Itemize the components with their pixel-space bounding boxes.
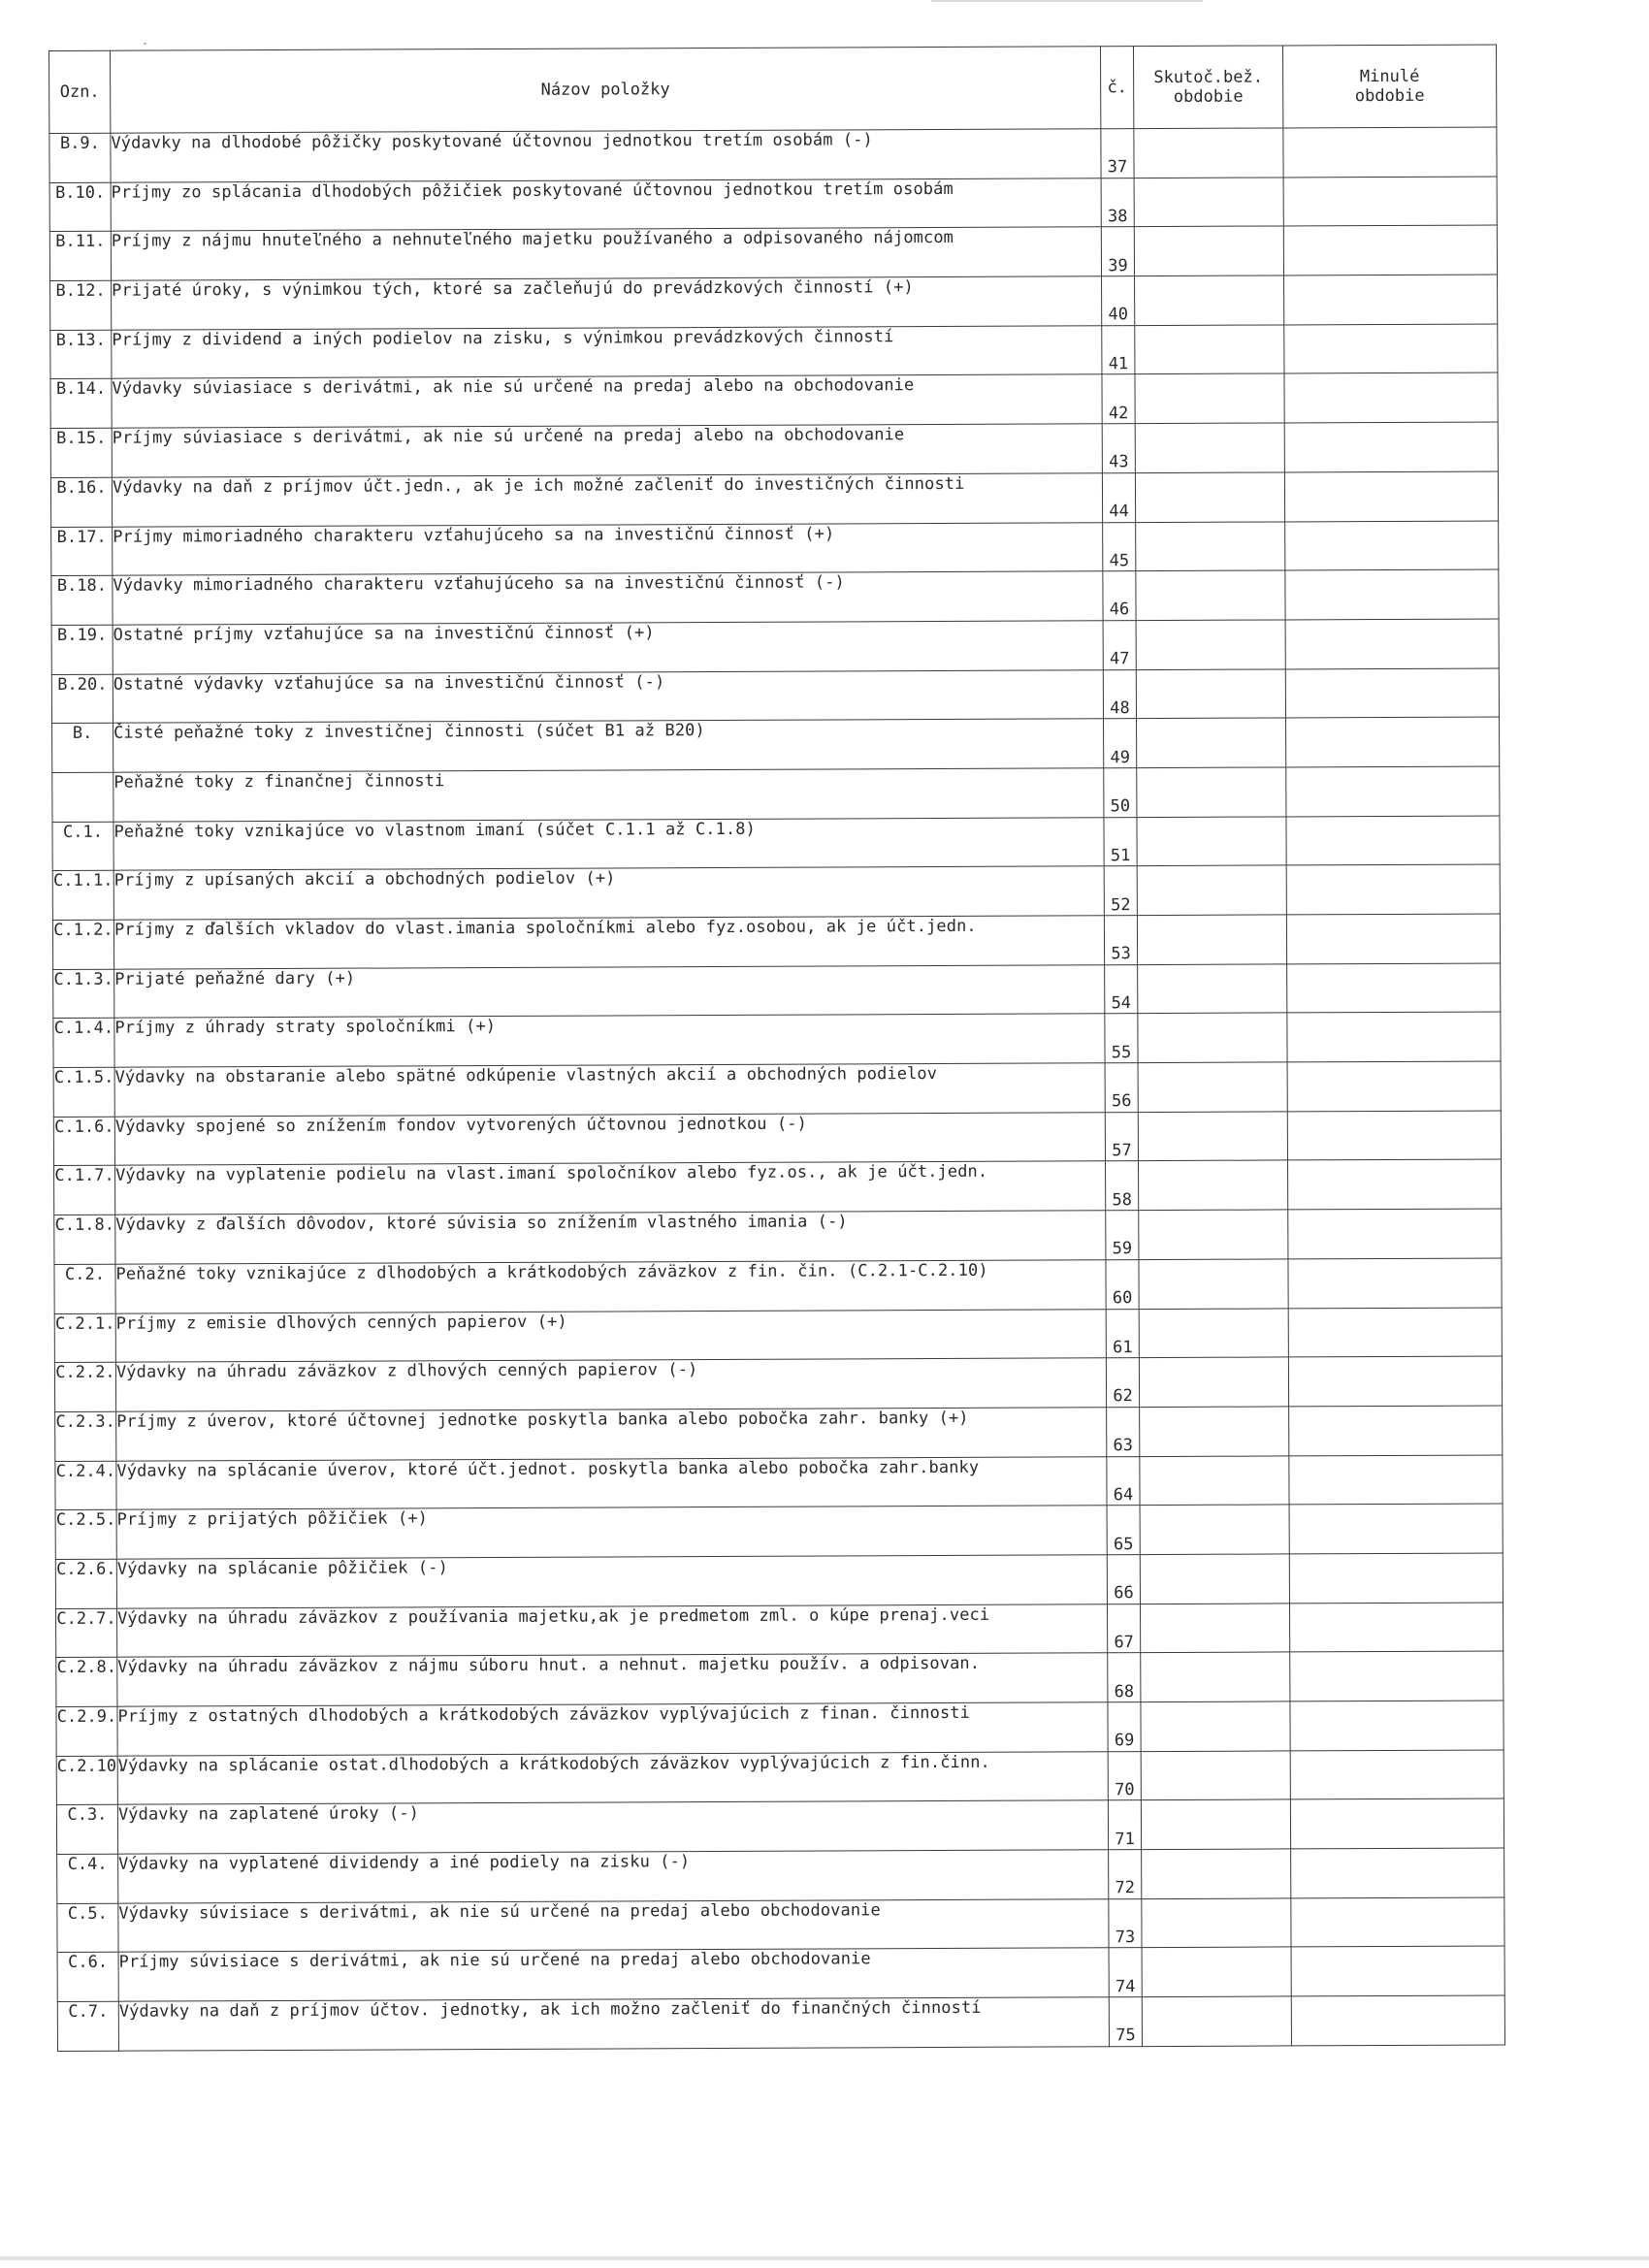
row-designation: B.13. xyxy=(50,330,112,379)
row-current-period-value[interactable] xyxy=(1138,1062,1287,1112)
row-number: 63 xyxy=(1107,1407,1140,1456)
row-number: 60 xyxy=(1106,1259,1139,1309)
table-row xyxy=(56,1651,1504,1706)
table-row xyxy=(50,324,1498,379)
row-number: 67 xyxy=(1107,1604,1140,1653)
row-designation: B.14. xyxy=(50,379,112,429)
row-previous-period-value[interactable] xyxy=(1284,324,1498,374)
row-item-name: Výdavky z ďalších dôvodov, ktoré súvisia so znížením vlastného imania (-) xyxy=(115,1211,1106,1264)
row-item-name: Príjmy z emisie dlhových cenných papierov (+) xyxy=(115,1309,1106,1362)
row-designation: C.2.2. xyxy=(54,1362,115,1411)
table-row xyxy=(55,1553,1503,1608)
row-number: 40 xyxy=(1102,276,1135,326)
row-current-period-value[interactable] xyxy=(1139,1259,1288,1309)
row-number: 50 xyxy=(1104,768,1137,818)
header-row-number xyxy=(1100,47,1133,129)
table-row xyxy=(52,717,1500,772)
row-current-period-value[interactable] xyxy=(1135,275,1284,325)
row-previous-period-value[interactable] xyxy=(1284,422,1498,472)
row-designation: C.2. xyxy=(54,1264,115,1313)
row-previous-period-value[interactable] xyxy=(1290,1701,1504,1751)
row-current-period-value[interactable] xyxy=(1134,178,1283,227)
table-row xyxy=(55,1504,1503,1559)
row-number: 53 xyxy=(1104,916,1137,965)
row-current-period-value[interactable] xyxy=(1134,226,1283,275)
row-item-name: Príjmy z úverov, ktoré účtovnej jednotke poskytla banka alebo pobočka zahr. banky (+) xyxy=(116,1408,1107,1461)
header-current-line1: Skutoč.bež. xyxy=(1153,67,1263,87)
row-item-name: Príjmy zo splácania dlhodobých pôžičiek poskytované účtovnou jednotkou tretím osobám xyxy=(111,178,1101,231)
row-designation: C.2.4. xyxy=(55,1461,116,1510)
row-designation: B.18. xyxy=(51,575,113,625)
row-item-name: Príjmy z nájmu hnuteľného a nehnuteľného majetku používaného a odpisovaného nájomcom xyxy=(111,227,1101,280)
row-item-name: Prijaté úroky, s výnimkou tých, ktoré sa začleňujú do prevádzkových činností (+) xyxy=(112,276,1102,330)
table-row xyxy=(51,619,1499,674)
table-row xyxy=(54,1307,1502,1362)
row-previous-period-value[interactable] xyxy=(1285,569,1499,620)
row-item-name: Výdavky na zaplatené úroky (-) xyxy=(117,1800,1108,1854)
row-number: 66 xyxy=(1107,1555,1140,1604)
row-previous-period-value[interactable] xyxy=(1283,177,1497,227)
row-number: 44 xyxy=(1102,472,1135,522)
row-current-period-value[interactable] xyxy=(1142,1996,1291,2046)
row-number: 54 xyxy=(1105,964,1138,1014)
row-current-period-value[interactable] xyxy=(1139,1160,1288,1210)
table-row xyxy=(50,275,1498,330)
row-current-period-value[interactable] xyxy=(1142,1947,1291,1996)
row-item-name: Ostatné príjmy vzťahujúce sa na investičnú činnosť (+) xyxy=(113,621,1103,674)
row-item-name: Výdavky na úhradu záväzkov z dlhových cenných papierov (-) xyxy=(115,1358,1106,1411)
row-number: 62 xyxy=(1106,1358,1139,1408)
row-number: 41 xyxy=(1102,325,1135,374)
table-row xyxy=(49,225,1497,280)
row-previous-period-value[interactable] xyxy=(1283,225,1497,275)
row-designation: B.10. xyxy=(49,182,111,232)
row-previous-period-value[interactable] xyxy=(1285,668,1499,719)
row-previous-period-value[interactable] xyxy=(1288,1209,1502,1259)
row-item-name: Výdavky na daň z príjmov účt.jedn., ak je ich možné začleniť do investičných činnosti xyxy=(112,473,1102,527)
row-item-name: Výdavky na vyplatené dividendy a iné podiely na zisku (-) xyxy=(118,1850,1109,1903)
row-previous-period-value[interactable] xyxy=(1284,373,1498,423)
row-current-period-value[interactable] xyxy=(1141,1751,1290,1800)
row-designation: C.2.5. xyxy=(55,1509,116,1559)
row-current-period-value[interactable] xyxy=(1138,964,1287,1014)
row-item-name: Výdavky na splácanie úverov, ktoré účt.jednot. poskytla banka alebo pobočka zahr.banky xyxy=(116,1456,1107,1509)
table-row xyxy=(52,864,1500,920)
table-row xyxy=(53,1111,1501,1166)
row-designation: C.4. xyxy=(57,1854,118,1903)
row-designation: B.16. xyxy=(50,477,112,527)
row-number: 55 xyxy=(1105,1014,1138,1063)
header-name-label: Názov položky xyxy=(540,80,670,100)
header-row-number-label: č. xyxy=(1107,77,1127,98)
row-number: 49 xyxy=(1104,719,1137,768)
row-current-period-value[interactable] xyxy=(1138,1112,1287,1161)
table-row xyxy=(56,1798,1504,1854)
row-designation: C.1.6. xyxy=(53,1117,114,1166)
table-row xyxy=(56,1603,1504,1658)
row-previous-period-value[interactable] xyxy=(1289,1553,1503,1604)
row-designation: C.2.10. xyxy=(56,1756,117,1805)
row-item-name: Ostatné výdavky vzťahujúce sa na investičnú činnosť (-) xyxy=(113,669,1103,723)
row-designation: B. xyxy=(52,723,113,772)
row-current-period-value[interactable] xyxy=(1135,325,1284,374)
table-row xyxy=(54,1209,1502,1264)
row-previous-period-value[interactable] xyxy=(1290,1798,1504,1849)
header-current-period xyxy=(1133,46,1282,129)
row-previous-period-value[interactable] xyxy=(1289,1603,1503,1653)
row-current-period-value[interactable] xyxy=(1141,1652,1290,1701)
row-item-name: Príjmy z dividend a iných podielov na zisku, s výnimkou prevádzkových činností xyxy=(112,326,1102,379)
cash-flow-table xyxy=(48,44,1505,2051)
row-designation: C.7. xyxy=(57,2001,118,2051)
scan-speck xyxy=(144,43,146,45)
row-current-period-value[interactable] xyxy=(1137,718,1286,767)
row-item-name: Peňažné toky vznikajúce vo vlastnom imaní (súčet C.1.1 až C.1.8) xyxy=(113,817,1104,870)
row-item-name: Výdavky na daň z príjmov účtov. jednotky, ak ich možno začleniť do finančných činností xyxy=(118,1997,1109,2051)
row-designation: C.1.4. xyxy=(53,1019,114,1068)
table-row xyxy=(54,1258,1502,1313)
row-number: 48 xyxy=(1103,669,1136,719)
header-previous-period xyxy=(1282,45,1496,128)
row-item-name: Príjmy z ostatných dlhodobých a krátkodobých záväzkov vyplývajúcich z finan. činnosti xyxy=(117,1702,1108,1756)
table-row xyxy=(49,127,1497,182)
row-previous-period-value[interactable] xyxy=(1286,816,1500,866)
row-previous-period-value[interactable] xyxy=(1290,1651,1504,1701)
row-number: 71 xyxy=(1108,1800,1141,1850)
row-current-period-value[interactable] xyxy=(1137,865,1286,915)
row-number: 65 xyxy=(1107,1506,1140,1555)
row-previous-period-value[interactable] xyxy=(1286,766,1500,817)
row-current-period-value[interactable] xyxy=(1135,423,1284,472)
row-previous-period-value[interactable] xyxy=(1287,1012,1501,1062)
table-row xyxy=(57,1848,1504,1903)
row-current-period-value[interactable] xyxy=(1140,1604,1289,1653)
header-name xyxy=(111,47,1101,133)
row-designation: C.1.5. xyxy=(53,1067,114,1117)
row-designation: C.1.7. xyxy=(54,1166,115,1215)
row-number: 51 xyxy=(1104,817,1137,866)
table-row xyxy=(51,569,1499,625)
row-previous-period-value[interactable] xyxy=(1288,1159,1502,1210)
table-row xyxy=(57,1995,1504,2051)
row-designation: C.1.1. xyxy=(52,871,113,921)
row-previous-period-value[interactable] xyxy=(1290,1750,1504,1800)
table-row xyxy=(53,1061,1501,1117)
row-designation: C.2.7. xyxy=(56,1608,117,1658)
row-item-name: Príjmy z úhrady straty spoločníkmi (+) xyxy=(114,1014,1105,1067)
table-row xyxy=(50,422,1498,477)
table-row xyxy=(57,1946,1504,2001)
table-row xyxy=(52,914,1500,969)
row-previous-period-value[interactable] xyxy=(1284,471,1498,522)
row-item-name: Výdavky na dlhodobé pôžičky poskytované účtovnou jednotkou tretím osobám (-) xyxy=(111,129,1101,182)
row-number: 42 xyxy=(1102,374,1135,424)
row-item-name: Peňažné toky z finančnej činnosti xyxy=(113,768,1104,822)
row-number: 47 xyxy=(1103,620,1136,669)
table-body xyxy=(49,127,1505,2051)
row-previous-period-value[interactable] xyxy=(1284,275,1498,325)
row-current-period-value[interactable] xyxy=(1136,570,1285,620)
table-row xyxy=(55,1406,1503,1461)
row-current-period-value[interactable] xyxy=(1140,1455,1289,1505)
row-previous-period-value[interactable] xyxy=(1291,1848,1504,1898)
row-previous-period-value[interactable] xyxy=(1287,963,1501,1014)
table-row xyxy=(51,520,1499,575)
row-current-period-value[interactable] xyxy=(1141,1799,1290,1849)
row-current-period-value[interactable] xyxy=(1140,1505,1289,1554)
row-previous-period-value[interactable] xyxy=(1291,1946,1504,1996)
row-item-name: Výdavky súvisiace s derivátmi, ak nie sú určené na predaj alebo obchodovanie xyxy=(118,1898,1109,1952)
row-designation: C.1. xyxy=(52,822,113,871)
row-current-period-value[interactable] xyxy=(1139,1308,1288,1357)
row-previous-period-value[interactable] xyxy=(1286,717,1500,767)
table-row xyxy=(54,1159,1502,1215)
row-current-period-value[interactable] xyxy=(1137,817,1286,866)
row-item-name: Príjmy mimoriadného charakteru vzťahujúceho sa na investičnú činnosť (+) xyxy=(113,522,1103,575)
row-previous-period-value[interactable] xyxy=(1291,1897,1504,1948)
row-number: 58 xyxy=(1106,1161,1139,1211)
row-item-name: Príjmy súvisiace s derivátmi, ak nie sú určené na predaj alebo obchodovanie xyxy=(118,1948,1109,2001)
row-item-name: Prijaté peňažné dary (+) xyxy=(114,964,1105,1018)
row-number: 45 xyxy=(1103,522,1136,571)
row-current-period-value[interactable] xyxy=(1136,620,1285,669)
row-current-period-value[interactable] xyxy=(1137,915,1286,964)
row-current-period-value[interactable] xyxy=(1137,767,1286,817)
table-row xyxy=(56,1701,1504,1756)
row-item-name: Výdavky na splácanie ostat.dlhodobých a krátkodobých záväzkov vyplývajúcich z fin.činn. xyxy=(117,1751,1108,1804)
row-current-period-value[interactable] xyxy=(1139,1210,1288,1259)
row-designation: C.2.3. xyxy=(55,1411,116,1461)
table-row xyxy=(49,177,1497,232)
row-current-period-value[interactable] xyxy=(1139,1357,1288,1407)
row-designation: C.1.2. xyxy=(52,920,113,969)
row-item-name: Výdavky na úhradu záväzkov z nájmu súboru hnut. a nehnut. majetku použív. a odpisovan. xyxy=(117,1653,1108,1706)
row-designation: C.2.6. xyxy=(55,1559,116,1608)
row-number: 56 xyxy=(1105,1063,1138,1113)
row-previous-period-value[interactable] xyxy=(1287,1061,1501,1112)
row-previous-period-value[interactable] xyxy=(1283,127,1497,178)
table-row xyxy=(51,668,1499,724)
row-current-period-value[interactable] xyxy=(1135,472,1284,522)
row-number: 43 xyxy=(1102,424,1135,473)
header-ozn-label: Ozn. xyxy=(59,81,100,102)
table-row xyxy=(52,816,1500,871)
row-number: 69 xyxy=(1108,1702,1141,1752)
scan-edge-top xyxy=(931,0,1203,2)
row-item-name: Príjmy z ďalších vkladov do vlast.imania spoločníkmi alebo fyz.osobou, ak je účt.jedn. xyxy=(113,916,1104,969)
table-row xyxy=(53,963,1501,1019)
row-current-period-value[interactable] xyxy=(1138,1013,1287,1062)
row-previous-period-value[interactable] xyxy=(1285,619,1499,669)
row-current-period-value[interactable] xyxy=(1140,1554,1289,1604)
row-previous-period-value[interactable] xyxy=(1289,1406,1503,1456)
table-row xyxy=(50,471,1498,527)
row-number: 74 xyxy=(1109,1948,1142,1997)
row-number: 72 xyxy=(1109,1850,1142,1899)
row-designation: B.20. xyxy=(51,674,113,724)
row-designation: C.2.8. xyxy=(56,1658,117,1707)
row-number: 64 xyxy=(1107,1456,1140,1506)
row-previous-period-value[interactable] xyxy=(1289,1504,1503,1554)
row-previous-period-value[interactable] xyxy=(1286,864,1500,915)
row-number: 39 xyxy=(1101,227,1134,276)
row-number: 61 xyxy=(1106,1309,1139,1358)
row-designation: B.9. xyxy=(49,133,111,182)
row-number: 38 xyxy=(1101,178,1134,227)
table-row xyxy=(54,1356,1502,1411)
header-previous-line2: obdobie xyxy=(1354,85,1425,107)
row-item-name: Čisté peňažné toky z investičnej činnosti (súčet B1 až B20) xyxy=(113,719,1104,772)
row-item-name: Výdavky spojené so znížením fondov vytvorených účtovnou jednotkou (-) xyxy=(114,1113,1105,1166)
row-item-name: Peňažné toky vznikajúce z dlhodobých a krátkodobých záväzkov z fin. čin. (C.2.1-C.2.10) xyxy=(115,1260,1106,1313)
table-row xyxy=(55,1455,1503,1510)
row-designation: C.2.1. xyxy=(54,1313,115,1363)
row-number: 37 xyxy=(1101,129,1134,178)
table-row xyxy=(57,1897,1504,1953)
row-item-name: Výdavky na úhradu záväzkov z používania majetku,ak je predmetom zml. o kúpe prenaj.veci xyxy=(117,1604,1108,1657)
row-designation: C.3. xyxy=(56,1805,117,1855)
row-number: 57 xyxy=(1105,1112,1138,1161)
row-designation: B.15. xyxy=(50,428,112,477)
row-previous-period-value[interactable] xyxy=(1286,914,1500,964)
row-designation: C.6. xyxy=(57,1953,118,2002)
row-designation: C.2.9. xyxy=(56,1706,117,1756)
row-current-period-value[interactable] xyxy=(1140,1407,1289,1456)
row-item-name: Výdavky mimoriadného charakteru vzťahujúceho sa na investičnú činnosť (-) xyxy=(113,571,1103,625)
table-row xyxy=(56,1750,1504,1805)
row-previous-period-value[interactable] xyxy=(1288,1258,1502,1309)
table-row xyxy=(50,373,1498,428)
row-previous-period-value[interactable] xyxy=(1287,1111,1501,1161)
row-item-name: Výdavky súviasiace s derivátmi, ak nie sú určené na predaj alebo na obchodovanie xyxy=(112,374,1102,428)
row-item-name: Príjmy súviasiace s derivátmi, ak nie sú určené na predaj alebo na obchodovanie xyxy=(112,424,1102,477)
scan-edge-bottom xyxy=(0,2256,1649,2260)
row-item-name: Príjmy z upísaných akcií a obchodných podielov (+) xyxy=(113,866,1104,920)
row-number: 68 xyxy=(1108,1653,1141,1702)
header-ozn xyxy=(49,50,111,133)
header-current-line2: obdobie xyxy=(1173,86,1244,107)
row-number: 75 xyxy=(1109,1997,1142,2047)
row-current-period-value[interactable] xyxy=(1135,373,1284,423)
row-designation: B.17. xyxy=(51,527,113,576)
table-row xyxy=(53,1012,1501,1067)
row-previous-period-value[interactable] xyxy=(1285,520,1499,570)
row-current-period-value[interactable] xyxy=(1134,128,1283,178)
table-header-row xyxy=(49,45,1497,134)
row-number: 59 xyxy=(1106,1211,1139,1260)
row-designation: B.11. xyxy=(49,232,111,281)
row-current-period-value[interactable] xyxy=(1141,1701,1290,1751)
row-designation: B.12. xyxy=(50,280,112,330)
row-current-period-value[interactable] xyxy=(1136,521,1285,570)
row-designation: C.1.8. xyxy=(54,1215,115,1264)
row-previous-period-value[interactable] xyxy=(1291,1995,1504,2046)
row-item-name: Výdavky na vyplatenie podielu na vlast.imaní spoločníkov alebo fyz.os., ak je účt.jedn. xyxy=(115,1161,1106,1215)
row-item-name: Výdavky na obstaranie alebo spätné odkúpenie vlastných akcií a obchodných podielov xyxy=(114,1063,1105,1117)
row-designation: C.5. xyxy=(57,1903,118,1953)
row-number: 46 xyxy=(1103,571,1136,621)
row-item-name: Výdavky na splácanie pôžičiek (-) xyxy=(116,1555,1107,1608)
row-previous-period-value[interactable] xyxy=(1288,1307,1502,1357)
row-item-name: Príjmy z prijatých pôžičiek (+) xyxy=(116,1506,1107,1559)
row-designation: B.19. xyxy=(51,625,113,674)
row-number: 70 xyxy=(1108,1751,1141,1800)
row-current-period-value[interactable] xyxy=(1136,669,1285,719)
row-previous-period-value[interactable] xyxy=(1288,1356,1502,1407)
table-row xyxy=(52,766,1500,822)
row-number: 73 xyxy=(1109,1898,1142,1948)
header-previous-line1: Minulé xyxy=(1359,66,1420,86)
row-previous-period-value[interactable] xyxy=(1289,1455,1503,1506)
row-number: 52 xyxy=(1104,866,1137,916)
row-designation: C.1.3. xyxy=(53,969,114,1019)
row-current-period-value[interactable] xyxy=(1142,1849,1291,1898)
row-current-period-value[interactable] xyxy=(1142,1898,1291,1948)
row-designation xyxy=(52,772,113,822)
